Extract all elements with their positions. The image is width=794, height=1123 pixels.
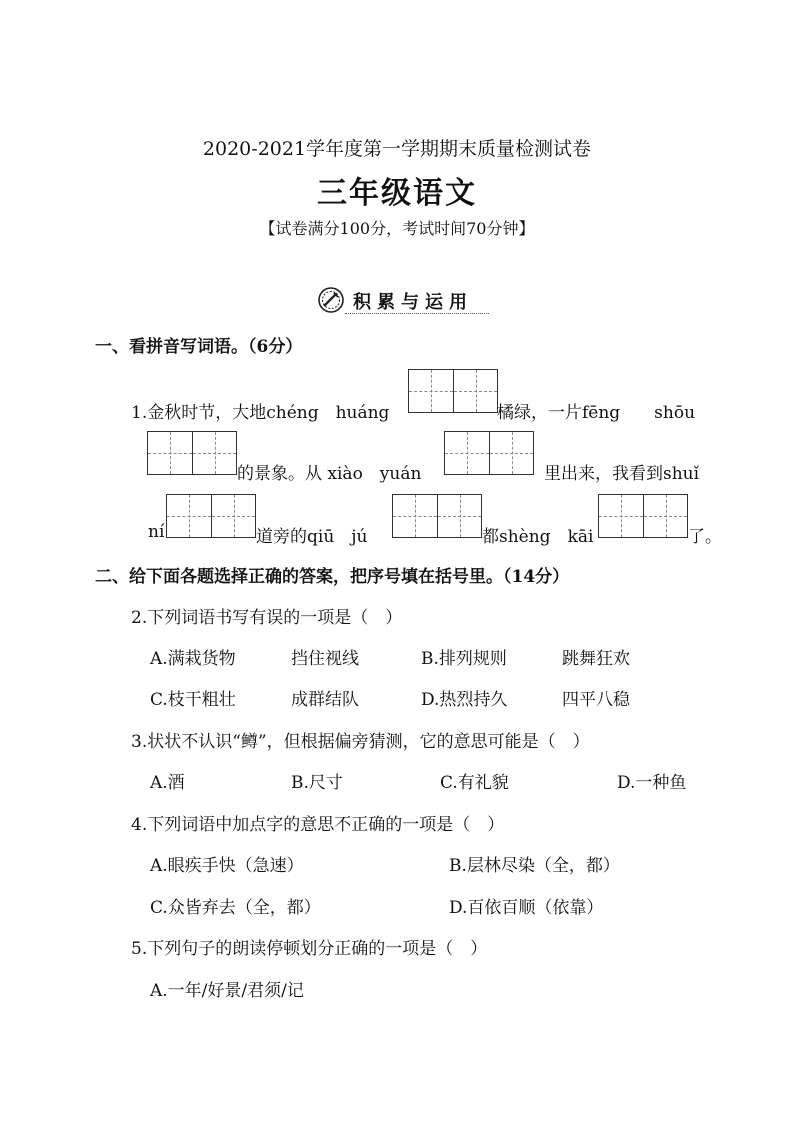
q3-stem: 3.状状不认识“鳟”，但根据偏旁猜测，它的意思可能是（ ） — [131, 732, 590, 752]
q4-option: A.眼疾手快（急速） — [150, 856, 304, 876]
q4-option: B.层林尽染（全，都） — [449, 856, 620, 876]
q3-option: B.尺寸 — [291, 773, 343, 793]
q2-option: C.枝干粗壮 — [150, 690, 236, 710]
part1-title: 一、看拼音写词语。（6分） — [95, 337, 303, 357]
section-banner-label: 积累与运用 — [353, 292, 473, 313]
q2-option: 跳舞狂欢 — [562, 649, 630, 669]
q1-text-segment: 里出来，我看到shuǐ — [544, 464, 700, 484]
q4-option: C.众皆弃去（全，都） — [150, 898, 321, 918]
q3-option: D.一种鱼 — [617, 773, 687, 793]
q1-text-segment: 道旁的qiū jú — [256, 527, 368, 547]
q1-text-segment: 橘绿，一片fēng shōu — [497, 403, 696, 423]
part2-title: 二、给下面各题选择正确的答案，把序号填在括号里。（14分） — [95, 567, 570, 587]
q2-option: D.热烈持久 — [421, 690, 508, 710]
subject-title: 三年级语文 — [317, 176, 477, 211]
answer-grid[interactable] — [392, 494, 482, 538]
q1-text-segment: 都shèng kāi — [482, 527, 594, 547]
q2-option: B.排列规则 — [421, 649, 507, 669]
q2-option: 成群结队 — [291, 690, 359, 710]
answer-grid[interactable] — [598, 494, 688, 538]
answer-grid[interactable] — [444, 431, 534, 475]
q4-stem: 4.下列词语中加点字的意思不正确的一项是（ ） — [131, 815, 505, 835]
q1-text-segment: 1.金秋时节，大地chéng huáng — [131, 403, 390, 423]
answer-grid[interactable] — [147, 431, 237, 475]
q5-stem: 5.下列句子的朗读停顿划分正确的一项是（ ） — [131, 939, 488, 959]
q5-option: A.一年/好景/君须/记 — [150, 981, 304, 1001]
q2-option: 四平八稳 — [562, 690, 630, 710]
exam-title: 2020-2021学年度第一学期期末质量检测试卷 — [202, 138, 592, 160]
q2-stem: 2.下列词语书写有误的一项是（ ） — [131, 608, 403, 628]
answer-grid[interactable] — [166, 494, 256, 538]
q1-text-segment: ní — [148, 522, 165, 542]
answer-grid[interactable] — [408, 369, 498, 413]
q2-option: A.满栽货物 — [150, 649, 236, 669]
q4-option: D.百依百顺（依靠） — [449, 898, 604, 918]
brush-badge-icon — [317, 286, 345, 314]
q1-text-segment: 的景象。从 xiào yuán — [237, 464, 422, 484]
q1-text-segment: 了。 — [688, 527, 722, 547]
q2-option: 挡住视线 — [291, 649, 359, 669]
exam-info: 【试卷满分100分，考试时间70分钟】 — [259, 219, 535, 238]
q3-option: A.酒 — [150, 773, 185, 793]
banner-underline — [345, 313, 489, 314]
q3-option: C.有礼貌 — [440, 773, 509, 793]
section-banner — [317, 283, 489, 315]
